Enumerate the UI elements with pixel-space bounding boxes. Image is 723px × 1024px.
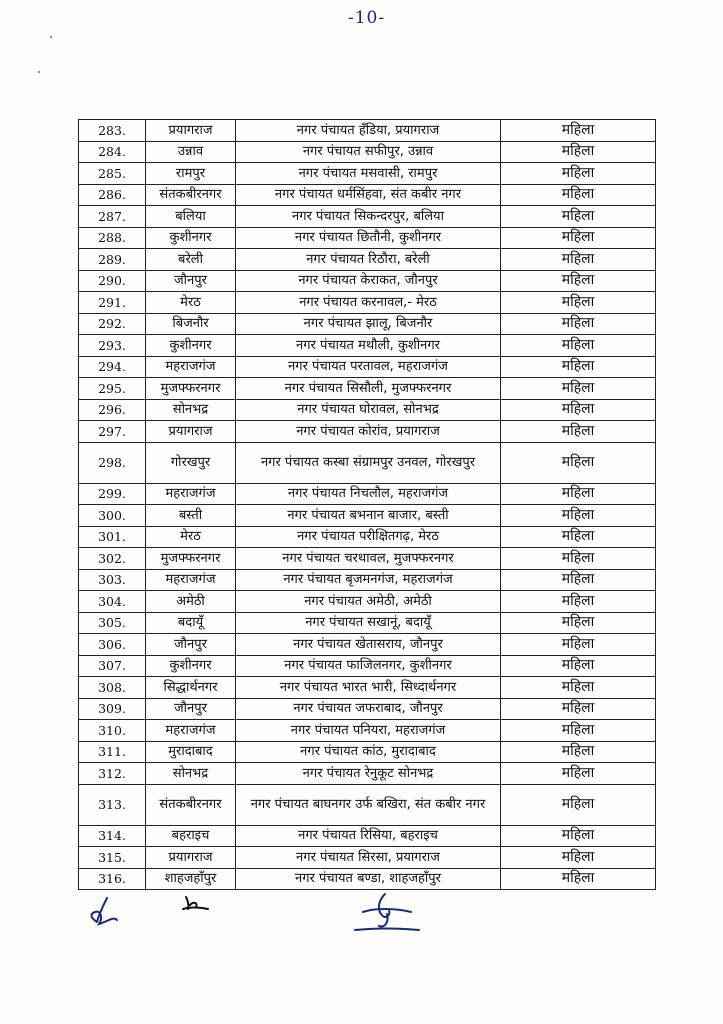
scan-speck xyxy=(38,71,40,73)
category-cell: महिला xyxy=(501,612,656,634)
nagar-panchayat-name-cell: नगर पंचायत सखानूं, बदायूँ xyxy=(236,612,501,634)
table-row xyxy=(79,825,656,847)
table-row xyxy=(79,442,656,483)
roster-table xyxy=(78,119,656,890)
district-cell: संतकबीरनगर xyxy=(146,784,236,825)
nagar-panchayat-name-cell: नगर पंचायत परतावल, महराजगंज xyxy=(236,356,501,378)
serial-number-cell: 284. xyxy=(79,141,146,163)
category-cell: महिला xyxy=(501,378,656,400)
table-row xyxy=(79,249,656,271)
serial-number-cell: 302. xyxy=(79,548,146,570)
serial-number-cell: 300. xyxy=(79,505,146,527)
category-cell: महिला xyxy=(501,399,656,421)
district-cell: कुशीनगर xyxy=(146,655,236,677)
category-cell: महिला xyxy=(501,763,656,785)
nagar-panchayat-name-cell: नगर पंचायत कोरांव, प्रयागराज xyxy=(236,421,501,443)
table-row xyxy=(79,655,656,677)
category-cell: महिला xyxy=(501,526,656,548)
serial-number-cell: 311. xyxy=(79,741,146,763)
serial-number-cell: 308. xyxy=(79,677,146,699)
serial-number-cell: 286. xyxy=(79,184,146,206)
serial-number-cell: 316. xyxy=(79,868,146,890)
serial-number-cell: 285. xyxy=(79,163,146,185)
initial-signature-3 xyxy=(345,890,425,936)
category-cell: महिला xyxy=(501,720,656,742)
district-cell: रामपुर xyxy=(146,163,236,185)
table-row xyxy=(79,698,656,720)
district-cell: अमेठी xyxy=(146,591,236,613)
table-row xyxy=(79,483,656,505)
nagar-panchayat-name-cell: नगर पंचायत बाघनगर उर्फ बखिरा, संत कबीर नगर xyxy=(236,784,501,825)
table-row xyxy=(79,612,656,634)
table-row xyxy=(79,763,656,785)
initial-signature-2 xyxy=(180,893,214,917)
serial-number-cell: 305. xyxy=(79,612,146,634)
district-cell: बहराइच xyxy=(146,825,236,847)
nagar-panchayat-name-cell: नगर पंचायत केराकत, जौनपुर xyxy=(236,270,501,292)
district-cell: बरेली xyxy=(146,249,236,271)
nagar-panchayat-name-cell: नगर पंचायत निचलौल, महराजगंज xyxy=(236,483,501,505)
serial-number-cell: 307. xyxy=(79,655,146,677)
district-cell: गोरखपुर xyxy=(146,442,236,483)
nagar-panchayat-name-cell: नगर पंचायत परीक्षितगढ़, मेरठ xyxy=(236,526,501,548)
category-cell: महिला xyxy=(501,421,656,443)
serial-number-cell: 289. xyxy=(79,249,146,271)
nagar-panchayat-name-cell: नगर पंचायत छितौनी, कुशीनगर xyxy=(236,227,501,249)
district-cell: मेरठ xyxy=(146,526,236,548)
table-row xyxy=(79,421,656,443)
category-cell: महिला xyxy=(501,120,656,142)
nagar-panchayat-name-cell: नगर पंचायत रिसिया, बहराइच xyxy=(236,825,501,847)
nagar-panchayat-name-cell: नगर पंचायत मसवासी, रामपुर xyxy=(236,163,501,185)
serial-number-cell: 298. xyxy=(79,442,146,483)
serial-number-cell: 292. xyxy=(79,313,146,335)
category-cell: महिला xyxy=(501,698,656,720)
category-cell: महिला xyxy=(501,206,656,228)
nagar-panchayat-name-cell: नगर पंचायत भारत भारी, सिध्दार्थनगर xyxy=(236,677,501,699)
nagar-panchayat-name-cell: नगर पंचायत मथौली, कुशीनगर xyxy=(236,335,501,357)
table-row xyxy=(79,292,656,314)
serial-number-cell: 310. xyxy=(79,720,146,742)
table-row xyxy=(79,184,656,206)
table-row xyxy=(79,784,656,825)
district-cell: बिजनौर xyxy=(146,313,236,335)
serial-number-cell: 291. xyxy=(79,292,146,314)
table-row xyxy=(79,526,656,548)
category-cell: महिला xyxy=(501,141,656,163)
category-cell: महिला xyxy=(501,313,656,335)
district-cell: सोनभद्र xyxy=(146,763,236,785)
serial-number-cell: 301. xyxy=(79,526,146,548)
category-cell: महिला xyxy=(501,847,656,869)
serial-number-cell: 309. xyxy=(79,698,146,720)
serial-number-cell: 297. xyxy=(79,421,146,443)
category-cell: महिला xyxy=(501,634,656,656)
nagar-panchayat-name-cell: नगर पंचायत बृजमनगंज, महराजगंज xyxy=(236,569,501,591)
category-cell: महिला xyxy=(501,335,656,357)
district-cell: महराजगंज xyxy=(146,569,236,591)
nagar-panchayat-name-cell: नगर पंचायत फाजिलनगर, कुशीनगर xyxy=(236,655,501,677)
district-cell: संतकबीरनगर xyxy=(146,184,236,206)
serial-number-cell: 295. xyxy=(79,378,146,400)
district-cell: बलिया xyxy=(146,206,236,228)
district-cell: मुरादाबाद xyxy=(146,741,236,763)
table-row xyxy=(79,399,656,421)
serial-number-cell: 293. xyxy=(79,335,146,357)
nagar-panchayat-name-cell: नगर पंचायत जफराबाद, जौनपुर xyxy=(236,698,501,720)
serial-number-cell: 294. xyxy=(79,356,146,378)
scan-speck xyxy=(50,36,52,38)
district-cell: प्रयागराज xyxy=(146,847,236,869)
category-cell: महिला xyxy=(501,249,656,271)
category-cell: महिला xyxy=(501,227,656,249)
nagar-panchayat-name-cell: नगर पंचायत बभनान बाजार, बस्ती xyxy=(236,505,501,527)
table-row xyxy=(79,569,656,591)
category-cell: महिला xyxy=(501,483,656,505)
nagar-panchayat-name-cell: नगर पंचायत पनियरा, महराजगंज xyxy=(236,720,501,742)
serial-number-cell: 288. xyxy=(79,227,146,249)
table-row xyxy=(79,141,656,163)
nagar-panchayat-name-cell: नगर पंचायत करनावल,- मेरठ xyxy=(236,292,501,314)
table-row xyxy=(79,335,656,357)
table-row xyxy=(79,378,656,400)
nagar-panchayat-name-cell: नगर पंचायत घोरावल, सोनभद्र xyxy=(236,399,501,421)
nagar-panchayat-name-cell: नगर पंचायत धर्मसिंहवा, संत कबीर नगर xyxy=(236,184,501,206)
table-row xyxy=(79,505,656,527)
nagar-panchayat-name-cell: नगर पंचायत कांठ, मुरादाबाद xyxy=(236,741,501,763)
roster-body xyxy=(79,120,656,890)
category-cell: महिला xyxy=(501,591,656,613)
category-cell: महिला xyxy=(501,741,656,763)
district-cell: जौनपुर xyxy=(146,270,236,292)
nagar-panchayat-name-cell: नगर पंचायत अमेठी, अमेठी xyxy=(236,591,501,613)
district-cell: उन्नाव xyxy=(146,141,236,163)
category-cell: महिला xyxy=(501,825,656,847)
district-cell: महराजगंज xyxy=(146,483,236,505)
nagar-panchayat-name-cell: नगर पंचायत रिठौरा, बरेली xyxy=(236,249,501,271)
district-cell: महराजगंज xyxy=(146,356,236,378)
table-row xyxy=(79,634,656,656)
district-cell: महराजगंज xyxy=(146,720,236,742)
category-cell: महिला xyxy=(501,505,656,527)
nagar-panchayat-name-cell: नगर पंचायत सिसौली, मुजफ्फरनगर xyxy=(236,378,501,400)
nagar-panchayat-name-cell: नगर पंचायत बण्डा, शाहजहाँपुर xyxy=(236,868,501,890)
category-cell: महिला xyxy=(501,163,656,185)
serial-number-cell: 314. xyxy=(79,825,146,847)
serial-number-cell: 283. xyxy=(79,120,146,142)
district-cell: सिद्धार्थनगर xyxy=(146,677,236,699)
district-cell: मुजफ्फरनगर xyxy=(146,548,236,570)
serial-number-cell: 306. xyxy=(79,634,146,656)
category-cell: महिला xyxy=(501,356,656,378)
category-cell: महिला xyxy=(501,569,656,591)
category-cell: महिला xyxy=(501,784,656,825)
category-cell: महिला xyxy=(501,184,656,206)
district-cell: मेरठ xyxy=(146,292,236,314)
category-cell: महिला xyxy=(501,677,656,699)
district-cell: जौनपुर xyxy=(146,634,236,656)
serial-number-cell: 313. xyxy=(79,784,146,825)
district-cell: जौनपुर xyxy=(146,698,236,720)
serial-number-cell: 296. xyxy=(79,399,146,421)
table-row xyxy=(79,847,656,869)
district-cell: प्रयागराज xyxy=(146,120,236,142)
district-cell: शाहजहाँपुर xyxy=(146,868,236,890)
category-cell: महिला xyxy=(501,270,656,292)
district-cell: सोनभद्र xyxy=(146,399,236,421)
page-number: -10- xyxy=(348,8,386,28)
serial-number-cell: 312. xyxy=(79,763,146,785)
table-row xyxy=(79,270,656,292)
table-row xyxy=(79,741,656,763)
category-cell: महिला xyxy=(501,548,656,570)
category-cell: महिला xyxy=(501,442,656,483)
table-row xyxy=(79,548,656,570)
table-row xyxy=(79,120,656,142)
category-cell: महिला xyxy=(501,292,656,314)
nagar-panchayat-name-cell: नगर पंचायत कस्बा संग्रामपुर उनवल, गोरखपुर xyxy=(236,442,501,483)
category-cell: महिला xyxy=(501,655,656,677)
nagar-panchayat-name-cell: नगर पंचायत चरथावल, मुजफ्फरनगर xyxy=(236,548,501,570)
district-cell: मुजफ्फरनगर xyxy=(146,378,236,400)
nagar-panchayat-name-cell: नगर पंचायत झालू, बिजनौर xyxy=(236,313,501,335)
table-row xyxy=(79,720,656,742)
initial-signature-1 xyxy=(85,892,135,934)
nagar-panchayat-name-cell: नगर पंचायत सिकन्दरपुर, बलिया xyxy=(236,206,501,228)
table-row xyxy=(79,356,656,378)
nagar-panchayat-name-cell: नगर पंचायत खेतासराय, जौनपुर xyxy=(236,634,501,656)
district-cell: कुशीनगर xyxy=(146,335,236,357)
table-row xyxy=(79,591,656,613)
table-row xyxy=(79,868,656,890)
district-cell: कुशीनगर xyxy=(146,227,236,249)
table-row xyxy=(79,313,656,335)
serial-number-cell: 304. xyxy=(79,591,146,613)
serial-number-cell: 315. xyxy=(79,847,146,869)
table-row xyxy=(79,227,656,249)
nagar-panchayat-name-cell: नगर पंचायत सिरसा, प्रयागराज xyxy=(236,847,501,869)
nagar-panchayat-name-cell: नगर पंचायत सफीपुर, उन्नाव xyxy=(236,141,501,163)
serial-number-cell: 287. xyxy=(79,206,146,228)
serial-number-cell: 299. xyxy=(79,483,146,505)
district-cell: बदायूँ xyxy=(146,612,236,634)
table-row xyxy=(79,163,656,185)
serial-number-cell: 290. xyxy=(79,270,146,292)
table-row xyxy=(79,206,656,228)
nagar-panchayat-name-cell: नगर पंचायत हँडिया, प्रयागराज xyxy=(236,120,501,142)
district-cell: बस्ती xyxy=(146,505,236,527)
category-cell: महिला xyxy=(501,868,656,890)
serial-number-cell: 303. xyxy=(79,569,146,591)
district-cell: प्रयागराज xyxy=(146,421,236,443)
table-row xyxy=(79,677,656,699)
nagar-panchayat-name-cell: नगर पंचायत रेनुकूट सोनभद्र xyxy=(236,763,501,785)
